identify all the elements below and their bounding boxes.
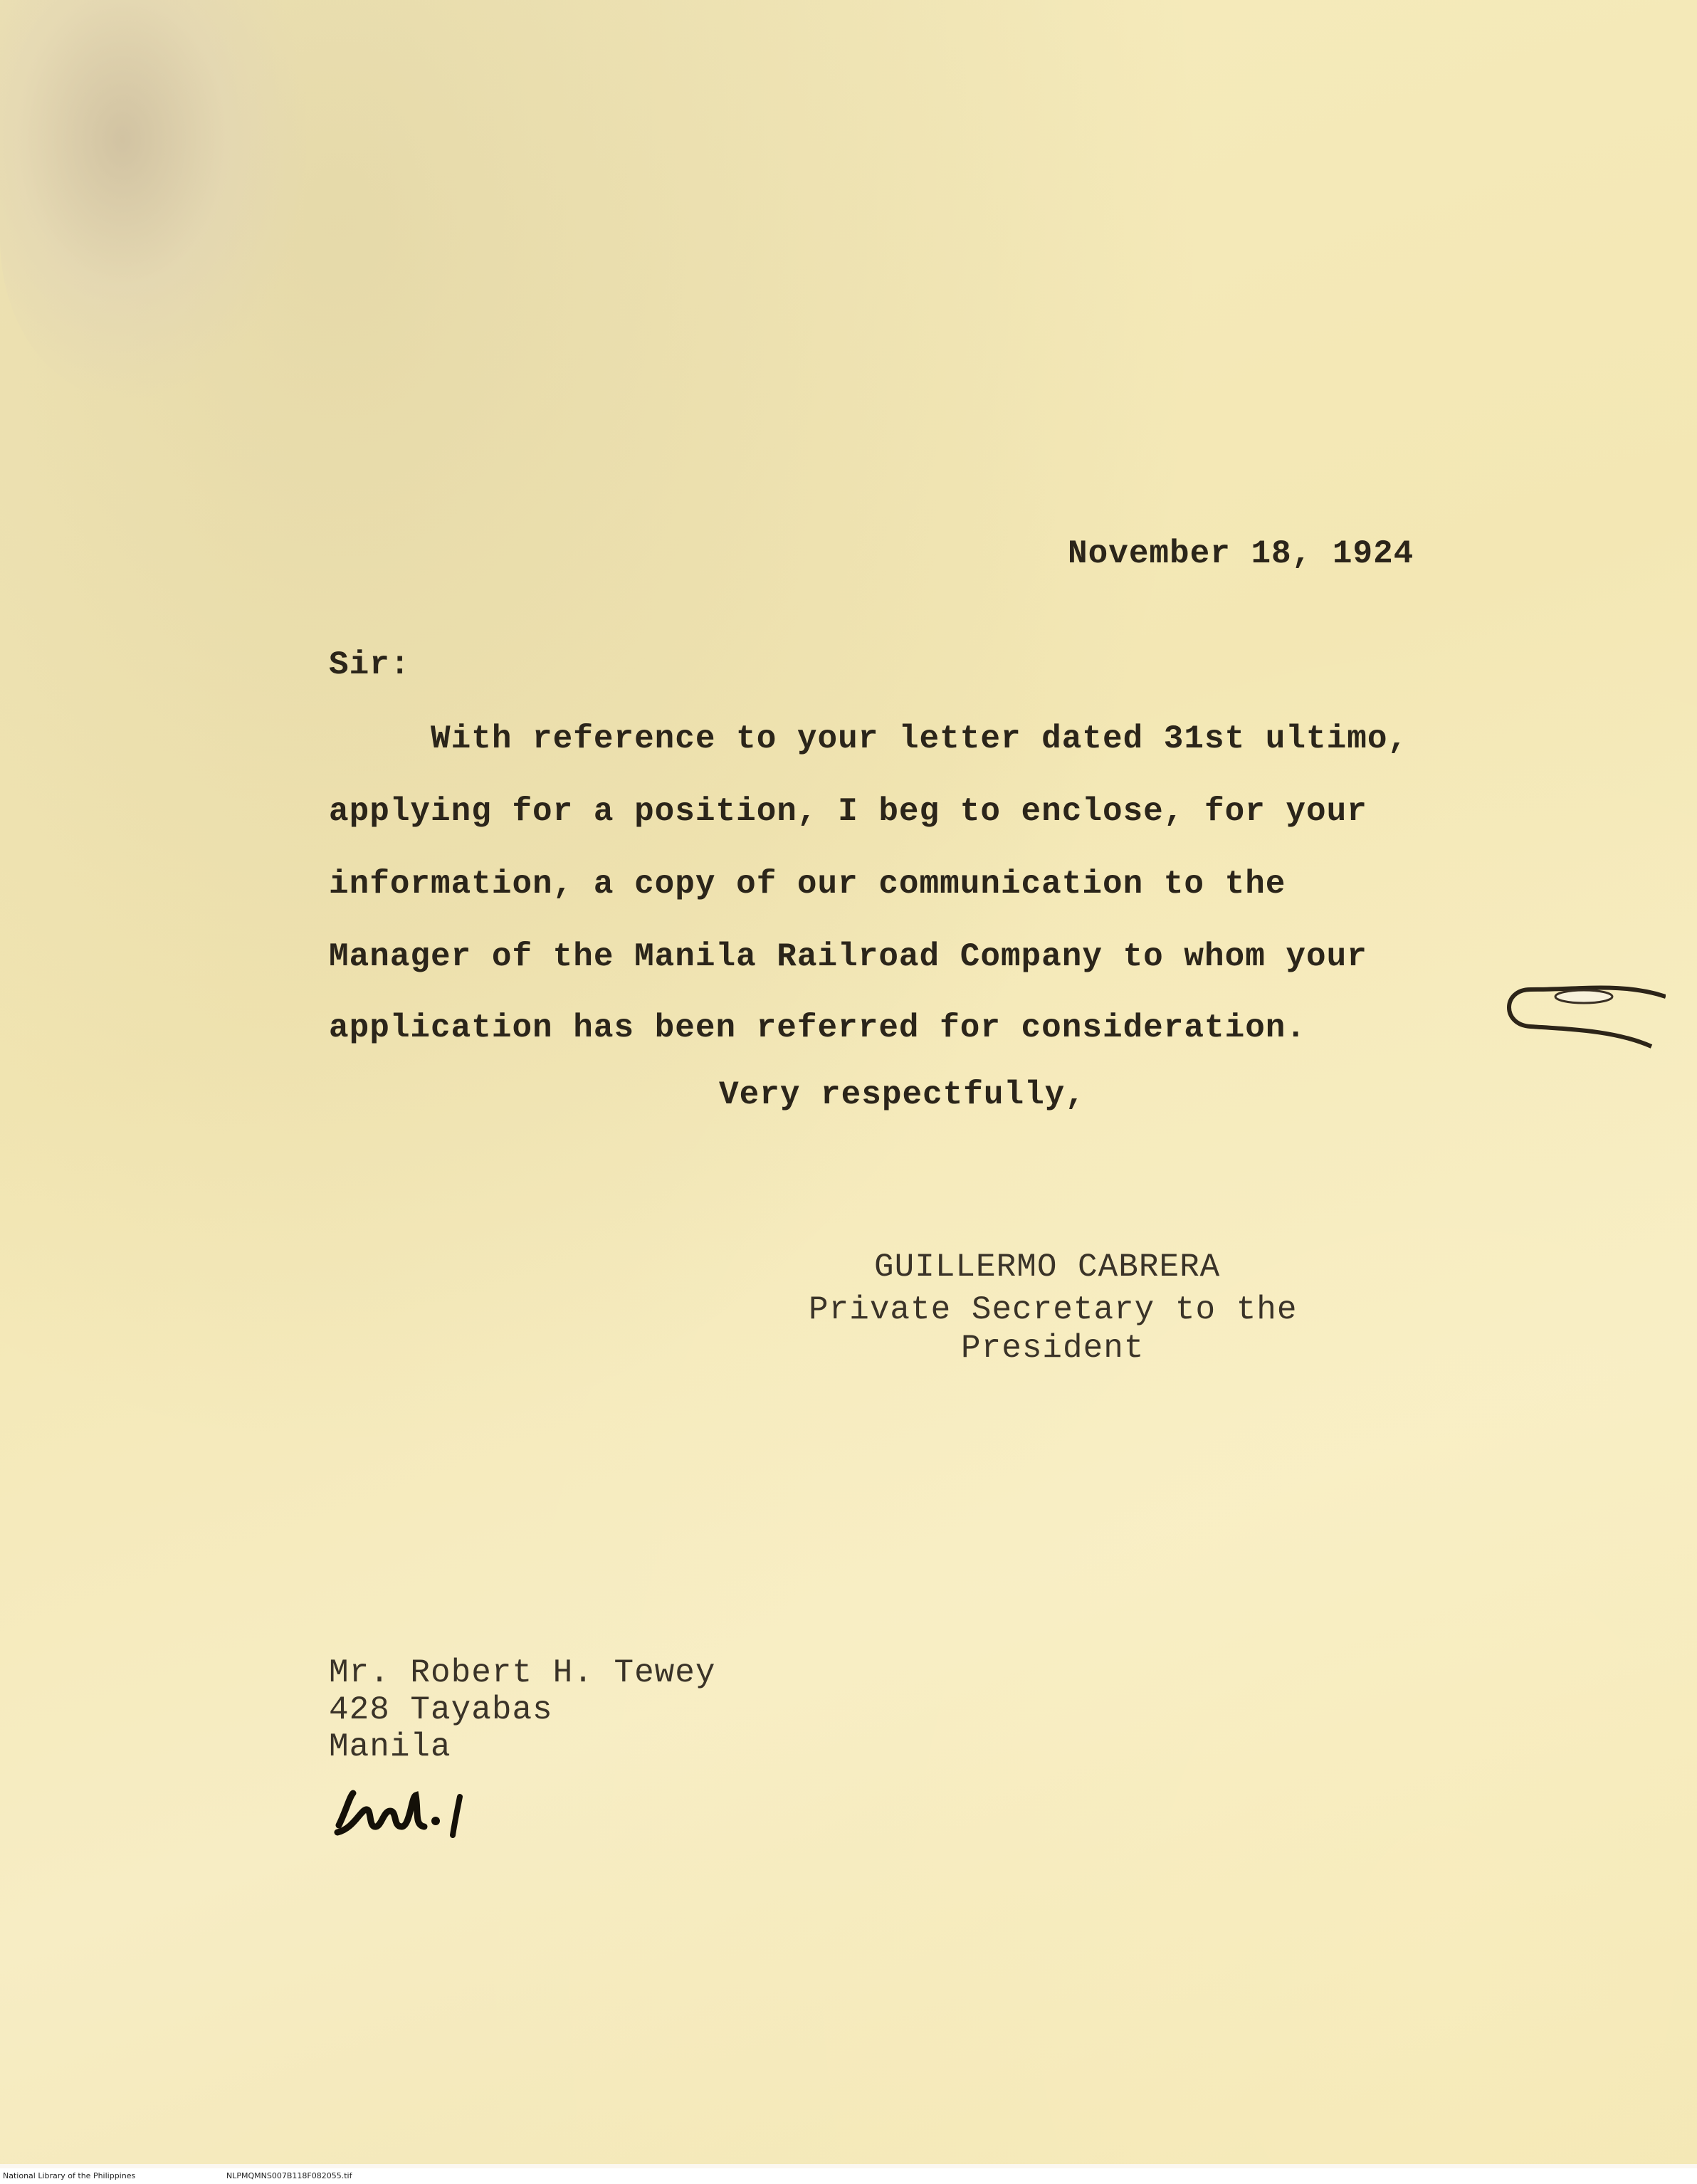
signatory-name: GUILLERMO CABRERA	[874, 1249, 1221, 1286]
body-line-5: application has been referred for consideration.	[329, 1009, 1307, 1046]
letter-date: November 18, 1924	[1068, 535, 1414, 572]
body-line-2: applying for a position, I beg to enclose, for your	[329, 793, 1367, 830]
salutation: Sir:	[329, 646, 411, 683]
footer-institution: National Library of the Philippines	[3, 2171, 136, 2180]
footer-file-name: NLPMQMNS007B118F082055.tif	[226, 2171, 352, 2180]
enclosure-handwritten-note	[332, 1783, 488, 1847]
addressee-name: Mr. Robert H. Tewey	[329, 1654, 716, 1691]
body-line-3: information, a copy of our communication to the	[329, 866, 1286, 903]
signatory-title-line-1: Private Secretary to the	[809, 1291, 1298, 1328]
body-line-4: Manager of the Manila Railroad Company to whom your	[329, 938, 1367, 975]
body-line-1: With reference to your letter dated 31st ultimo,	[329, 720, 1409, 757]
signatory-title-line-2: President	[961, 1330, 1145, 1367]
scan-footer	[0, 2168, 1697, 2184]
closing: Very respectfully,	[719, 1076, 1086, 1113]
water-stain	[0, 0, 306, 399]
addressee-street: 428 Tayabas	[329, 1691, 553, 1728]
paperclip-mark	[1495, 975, 1666, 1061]
addressee-city: Manila	[329, 1728, 451, 1765]
